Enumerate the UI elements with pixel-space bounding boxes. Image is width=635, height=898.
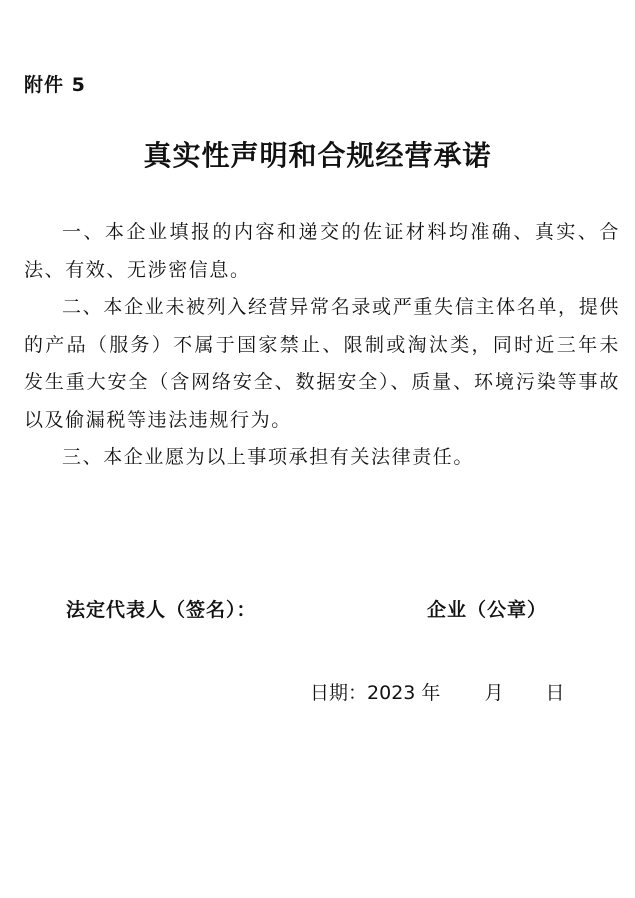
declaration-item-2: 二、本企业未被列入经营异常名录或严重失信主体名单，提供的产品（服务）不属于国家禁止、限制或淘汰类，同时近三年未发生重大安全（含网络安全、数据安全）、质量、环境污染等事故以及偷漏税等违法违规行为。 — [24, 296, 620, 431]
date-year-unit: 年 — [421, 682, 441, 704]
declaration-item-3: 三、本企业愿为以上事项承担有关法律责任。 — [62, 446, 475, 468]
legal-representative-signature-label: 法定代表人（签名）： — [66, 599, 257, 621]
attachment-label: 附件 5 — [24, 74, 86, 96]
date-month-unit: 月 — [484, 682, 504, 704]
declaration-body — [24, 214, 620, 477]
date-label: 日期： — [310, 682, 368, 704]
declaration-item-1: 一、本企业填报的内容和递交的佐证材料均准确、真实、合法、有效、无涉密信息。 — [24, 221, 620, 281]
date-day-unit: 日 — [545, 682, 565, 704]
company-seal-label: 企业（公章） — [427, 599, 548, 621]
date-line — [310, 678, 564, 705]
date-year: 2023 — [367, 682, 416, 704]
document-title: 真实性声明和合规经营承诺 — [143, 139, 492, 172]
